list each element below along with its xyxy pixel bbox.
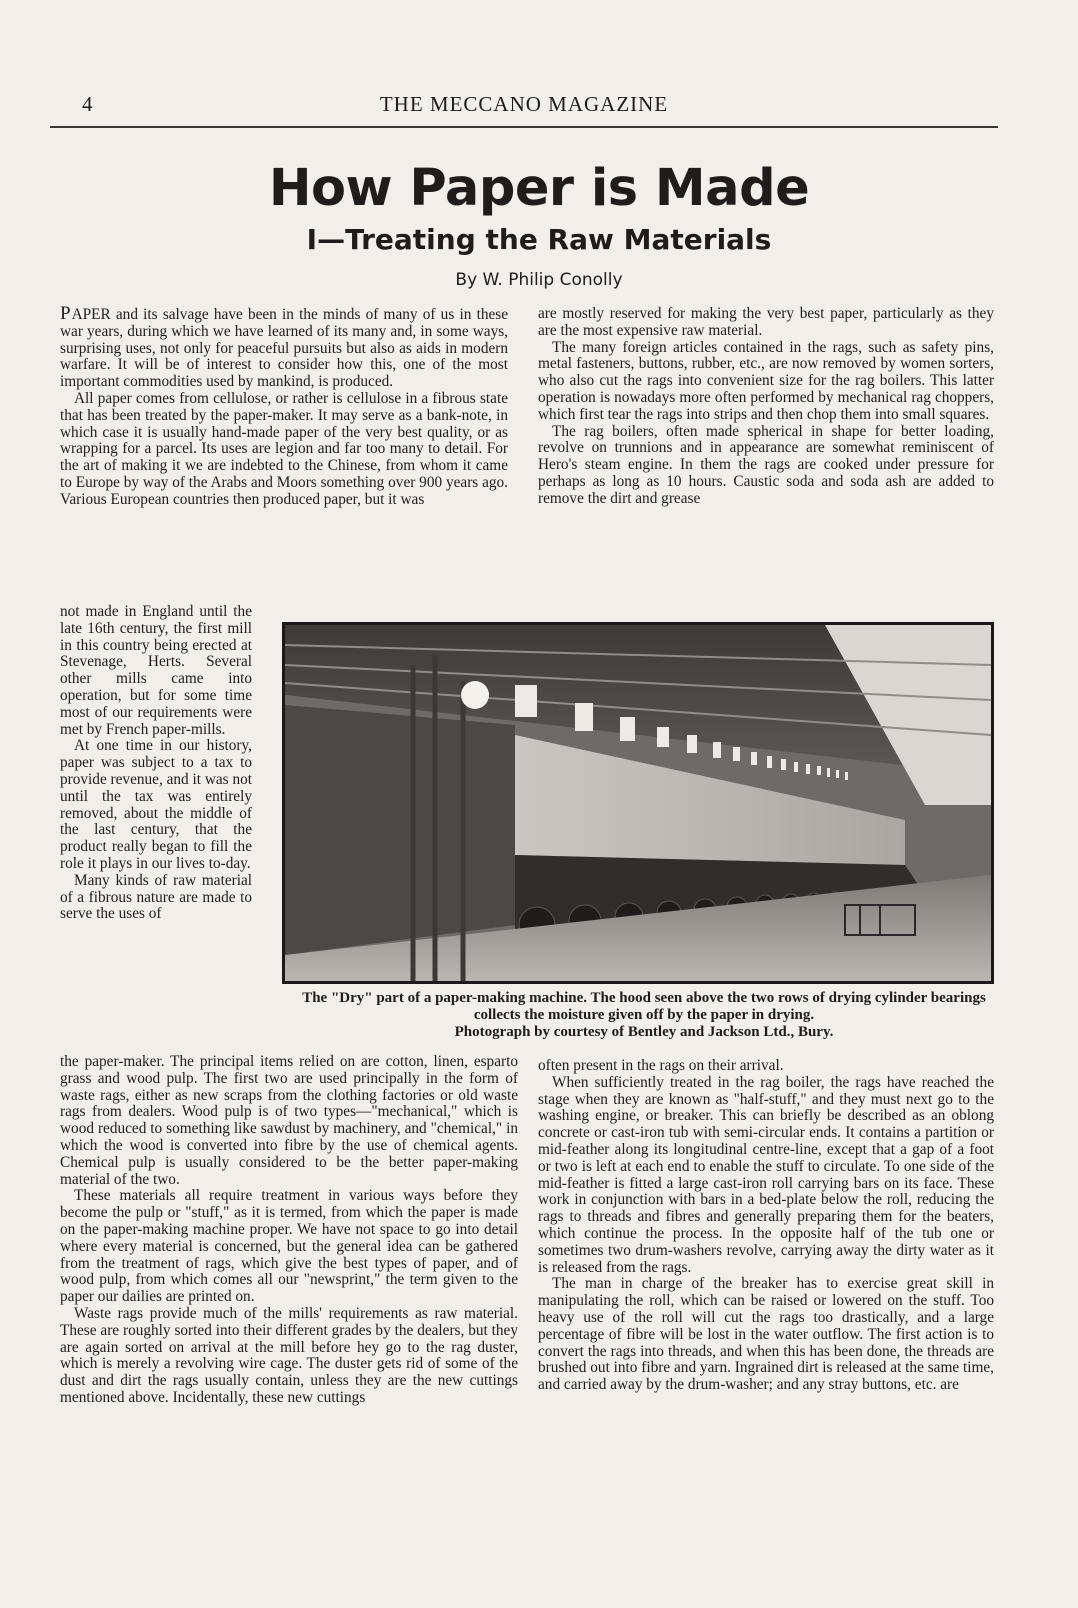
paragraph: All paper comes from cellulose, or rather is cellulose in a fibrous state that has been treated by the paper-maker. It may serve as a bank-note, in which case it is usually hand-made paper of the very best quality, or as wrapping for a parcel. Its uses are legion and far too many to detail. For the art of making it we are indebted to the Chinese, from whom it came to Europe by way of the Arabs and Moors something over 900 years ago. Various European countries then produced paper, but it was <box>60 389 508 508</box>
paper-machine-photo <box>282 622 994 984</box>
paper-machine-illustration <box>285 625 991 981</box>
paragraph: not made in England until the late 16th century, the first mill in this country being erected at Stevenage, Herts. Several other mills came into operation, but for some time most of our requirements were met by French paper-mills. <box>60 603 252 738</box>
paragraph: The many foreign articles contained in the rags, such as safety pins, metal fasteners, buttons, rubber, etc., are now removed by women sorters, who also cut the rags into convenient size for the rag boilers. This latter operation is nowadays more often performed by mechanical rag choppers, which first tear the rags into strips and then chop them into small squares. <box>538 338 994 423</box>
header-rule <box>50 126 998 128</box>
paragraph: At one time in our history, paper was subject to a tax to provide revenue, and it was not until the tax was entirely removed, about the middle of the last century, that the product really began to fill the role it plays in our lives to-day. <box>60 737 253 872</box>
paragraph: The rag boilers, often made spherical in shape for better loading, revolve on trunnions and in appearance are somewhat reminiscent of Hero's steam engine. In them the rags are cooked under pressure for perhaps as long as 10 hours. Caustic soda and soda ash are added to remove the dirt and grease <box>538 422 994 507</box>
paragraph: often present in the rags on their arrival. <box>538 1057 784 1074</box>
running-head <box>50 92 998 122</box>
paragraph: the paper-maker. The principal items relied on are cotton, linen, esparto grass and wood pulp. The first two are used principally in the form of waste rags, either as new scraps from the clothing factories or old waste rags from dealers. Wood pulp is of two types—"mechanical," which is wood reduced to something like sawdust by machinery, and "chemical," in which the wood is converted into fibre by the use of chemical agents. Chemical pulp is usually considered to be the better paper-making material of the two. <box>60 1053 518 1188</box>
caption-credit: Photograph by courtesy of Bentley and Jackson Ltd., Bury. <box>454 1024 834 1040</box>
figure-caption <box>290 990 998 1041</box>
right-column-bottom <box>538 1058 994 1394</box>
paragraph: are mostly reserved for making the very best paper, particularly as they are the most expensive raw material. <box>538 305 994 339</box>
paragraph: Many kinds of raw material of a fibrous nature are made to serve the uses of <box>60 871 252 923</box>
left-column-top <box>60 303 508 509</box>
left-column-bottom <box>60 1054 518 1407</box>
paragraph: The man in charge of the breaker has to exercise great skill in manipulating the roll, which can be raised or lowered on the stuff. Too heavy use of the roll will cut the rags too drastically, and a large percentage of fibre will be lost in the water outflow. The first action is to convert the rags into threads, and when this has been done, the threads are brushed out into fibre and yarn. Ingrained dirt is released at the same time, and carried away by the drum-washer; and any stray buttons, etc. are <box>538 1275 994 1394</box>
left-column-narrow <box>60 604 252 923</box>
right-column-top <box>538 306 994 508</box>
article-subtitle: I—Treating the Raw Materials <box>306 223 772 256</box>
paragraph: Waste rags provide much of the mills' requirements as raw material. These are roughly sorted into their different grades by the dealers, but they are again sorted on arrival at the mill before hey go to the rag duster, which is merely a revolving wire cage. The duster gets rid of some of the dust and dirt the rags usually contain, unless they are the new cuttings mentioned above. Incidentally, these new cuttings <box>60 1304 518 1406</box>
magazine-title: THE MECCANO MAGAZINE <box>379 92 669 116</box>
page-number: 4 <box>82 92 93 116</box>
paragraph: These materials all require treatment in various ways before they become the pulp or "stuff," as it is termed, from which the paper is made on the paper-making machine proper. We have not space to go into detail where every material is concerned, but the general idea can be gathered from the treatment of rags, which give the best types of paper, and of wood pulp, from which comes all our "newsprint," the term given to the paper our dailies are printed on. <box>60 1187 518 1306</box>
byline: By W. Philip Conolly <box>455 270 623 290</box>
paragraph-text: APER and its salvage have been in the minds of many of us in these war years, during which we have learned of its many and, in some ways, surprising uses, not only for peaceful pursuits but also as aids in modern warfare. It will be of interest to consider how this, one of the most important commodities used by mankind, is produced. <box>60 306 508 391</box>
paragraph <box>60 303 508 391</box>
paragraph: When sufficiently treated in the rag boiler, the rags have reached the stage when they are known as "half-stuff," and they must next go to the washing engine, or breaker. This can briefly be described as an oblong concrete or cast-iron tub with semi-circular ends. It contains a partition or mid-feather along its longitudinal centre-line, except that a gap of a foot or two is left at each end to enable the stuff to circulate. To one side of the mid-feather is fitted a large cast-iron roll carrying bars on its face. These work in conjunction with bars in a bed-plate below the roll, reducing the rags to threads and fibres and generally preparing them for the beaters, which continue the process. In the opposite half of the tub one or sometimes two drum-washers revolve, carrying away the dirty water as it is released from the rags. <box>538 1073 994 1276</box>
caption-text: The "Dry" part of a paper-making machine. The hood seen above the two rows of drying cylinder bearings collects the moisture given off by the paper in drying. <box>302 990 986 1023</box>
article-title: How Paper is Made <box>268 159 810 218</box>
drop-cap: P <box>60 303 72 324</box>
